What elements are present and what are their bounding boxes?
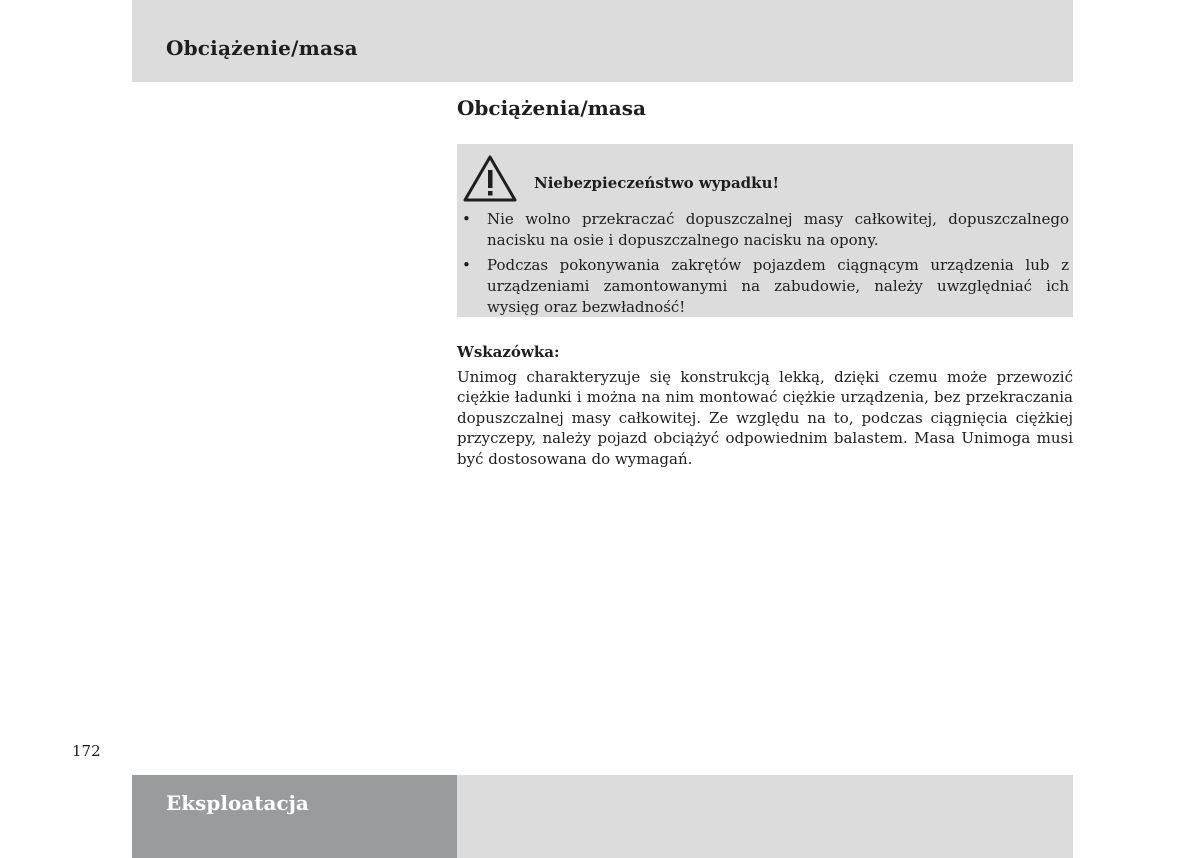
warning-item	[457, 255, 1069, 318]
footer-bar	[457, 775, 1073, 858]
warning-list	[457, 209, 1069, 322]
warning-item-text: Nie wolno przekraczać dopuszczalnej masy całkowitej, dopuszczalnego nacisku na osie i dopuszczalnego nacisku na opony.	[487, 210, 1069, 249]
bullet: •	[462, 256, 471, 274]
footer-title: Eksploatacja	[166, 791, 309, 815]
header-title: Obciążenie/masa	[166, 36, 358, 60]
page-number: 172	[72, 742, 101, 760]
warning-item-text: Podczas pokonywania zakrętów pojazdem ciągnącym urządzenia lub z urządzeniami zamontowanymi na zabudowie, należy uwzględniać ich wysięg oraz bezwładność!	[487, 256, 1069, 316]
warning-heading: Niebezpieczeństwo wypadku!	[534, 174, 780, 192]
warning-item	[457, 209, 1069, 251]
bullet: •	[462, 210, 471, 228]
warning-triangle-icon	[462, 154, 518, 204]
section-title: Obciążenia/masa	[457, 96, 646, 120]
note-label: Wskazówka:	[457, 343, 560, 361]
header-bar	[132, 0, 1073, 82]
warning-box	[457, 144, 1073, 317]
footer-chapter-tab	[132, 775, 457, 858]
note-body: Unimog charakteryzuje się konstrukcją lekką, dzięki czemu może przewozić ciężkie ładunki i można na nim montować ciężkie urządzenia, bez przekraczania dopuszczalnej masy całkowitej. Ze względu na to, podczas ciągnięcia ciężkiej przyczepy, należy pojazd obciążyć odpowiednim balastem. Masa Unimoga musi być dostosowana do wymagań.	[457, 368, 1073, 468]
